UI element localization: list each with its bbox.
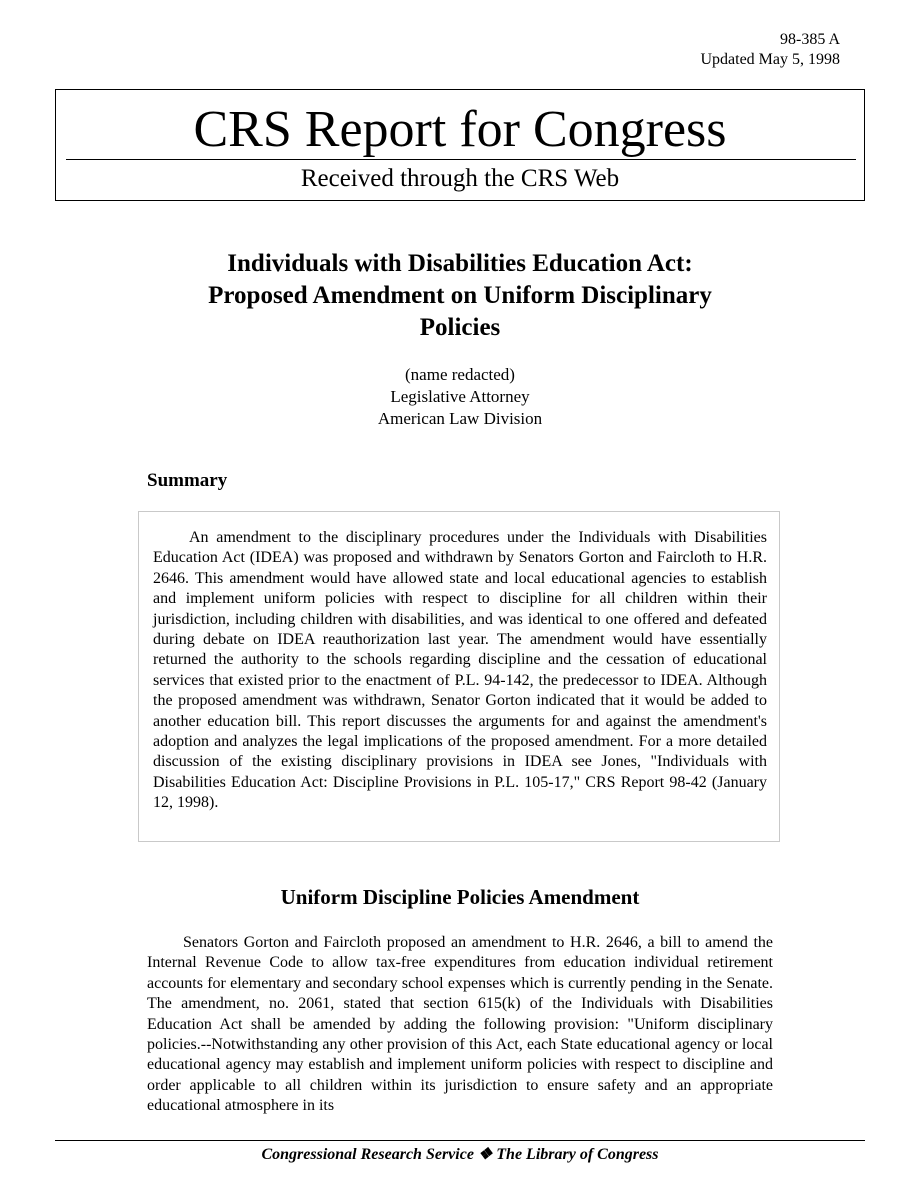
report-banner (55, 89, 865, 201)
report-title-line: Individuals with Disabilities Education Act: (227, 250, 693, 277)
section-body-text: Senators Gorton and Faircloth proposed an amendment to H.R. 2646, a bill to amend the Internal Revenue Code to allow tax-free expenditures from education individual retirement accounts for elementary and secondary school expenses which is currently pending in the Senate. The amendment, no. 2061, stated that section 615(k) of the Individuals with Disabilities Education Act shall be amended by adding the following provision: "Uniform disciplinary policies.--Notwithstanding any other provision of this Act, each State educational agency or local educational agency may establish and implement uniform policies with respect to discipline and order applicable to all children within its jurisdiction to ensure safety and an appropriate educational atmosphere in its (147, 934, 773, 1115)
author-division: American Law Division (377, 409, 543, 428)
diamond-ornament-icon: ❖ (477, 1146, 493, 1163)
report-number: 98-385 A (780, 31, 840, 48)
page-footer (0, 1144, 920, 1164)
footer-divider (55, 1140, 865, 1141)
banner-subtitle: Received through the CRS Web (300, 165, 620, 192)
report-title-line: Policies (419, 314, 501, 341)
footer-library: The Library of Congress (496, 1146, 659, 1163)
author-title: Legislative Attorney (390, 387, 530, 406)
summary-heading: Summary (147, 470, 228, 491)
author-name: (name redacted) (405, 365, 515, 384)
report-title-line: Proposed Amendment on Uniform Disciplinary (208, 282, 712, 309)
footer-publisher: Congressional Research Service (261, 1146, 474, 1163)
report-title (100, 248, 820, 344)
section-heading: Uniform Discipline Policies Amendment (280, 885, 640, 909)
author-block (0, 364, 920, 430)
updated-date: Updated May 5, 1998 (700, 51, 840, 68)
report-identifier (700, 30, 840, 70)
banner-divider (66, 159, 856, 160)
banner-title: CRS Report for Congress (193, 101, 727, 158)
summary-text: An amendment to the disciplinary procedures under the Individuals with Disabilities Education Act (IDEA) was proposed and withdrawn by Senators Gorton and Faircloth to H.R. 2646. This amendment would have allowed state and local educational agencies to establish and implement uniform policies with respect to discipline for all children within their jurisdiction, including children with disabilities, and was identical to one offered and defeated during debate on IDEA reauthorization last year. The amendment would have essentially returned the authority to the schools regarding discipline and the cessation of educational services that existed prior to the enactment of P.L. 94-142, the predecessor to IDEA. Although the proposed amendment was withdrawn, Senator Gorton indicated that it would be added to another education bill. This report discusses the arguments for and against the amendment's adoption and analyzes the legal implications of the proposed amendment. For a more detailed discussion of the existing disciplinary provisions in IDEA see Jones, "Individuals with Disabilities Education Act: Discipline Provisions in P.L. 105-17," CRS Report 98-42 (January 12, 1998). (153, 529, 767, 812)
summary-box (138, 511, 780, 842)
